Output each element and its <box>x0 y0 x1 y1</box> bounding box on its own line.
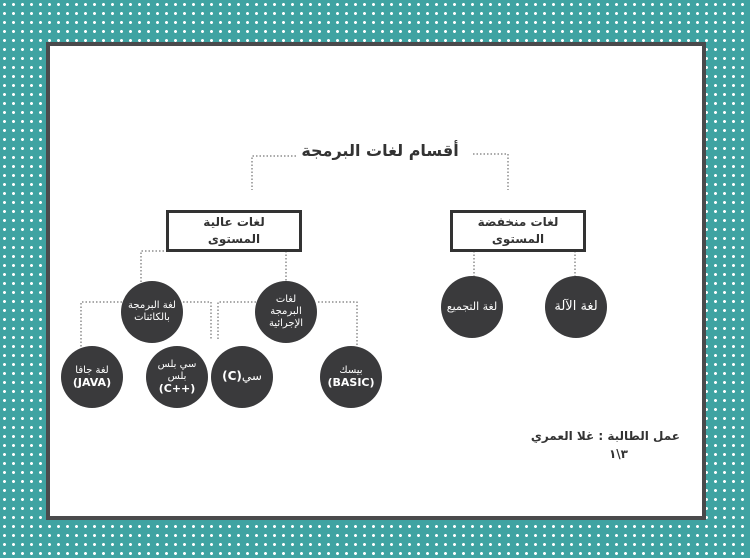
basic-arabic: بيسك <box>339 365 363 376</box>
assembly-label: لغة التجميع <box>446 300 498 313</box>
low-level-label-1: لغات منخفضة <box>477 215 559 229</box>
oop-node <box>121 281 183 343</box>
credit-name: عمل الطالبة : غلا العمري <box>530 429 680 443</box>
procedural-node <box>255 281 317 343</box>
java-arabic: لغة جافا <box>75 365 109 376</box>
machine-label: لغة الآلة <box>554 299 598 314</box>
low-level-label-2: المستوى <box>491 232 545 246</box>
procedural-label-2: الإجرائية <box>268 318 304 329</box>
c-arabic: سي <box>241 369 262 383</box>
oop-label-2: بالكائنات <box>134 312 170 323</box>
cpp-node <box>146 346 208 408</box>
credit-class: ٣\١ <box>608 447 628 461</box>
basic-english: (BASIC) <box>327 376 375 389</box>
java-english: (JAVA) <box>72 376 112 389</box>
oop-label-1: لغة البرمجة <box>128 300 176 311</box>
low-level-box <box>450 210 586 252</box>
procedural-label-1: لغات البرمجة <box>270 294 302 317</box>
student-credit <box>520 427 680 463</box>
c-english: (C) <box>222 369 242 383</box>
high-level-box <box>166 210 302 252</box>
java-node <box>61 346 123 408</box>
high-level-label-2: المستوى <box>207 232 261 246</box>
c-node <box>211 346 273 408</box>
machine-node <box>545 276 607 338</box>
cpp-english: (C++) <box>158 382 196 395</box>
cpp-arabic: سي بلس بلس <box>157 359 197 382</box>
assembly-node <box>441 276 503 338</box>
high-level-label-1: لغات عالية <box>203 215 265 229</box>
basic-node <box>320 346 382 408</box>
diagram-title: أقسام لغات البرمجة <box>301 141 459 160</box>
